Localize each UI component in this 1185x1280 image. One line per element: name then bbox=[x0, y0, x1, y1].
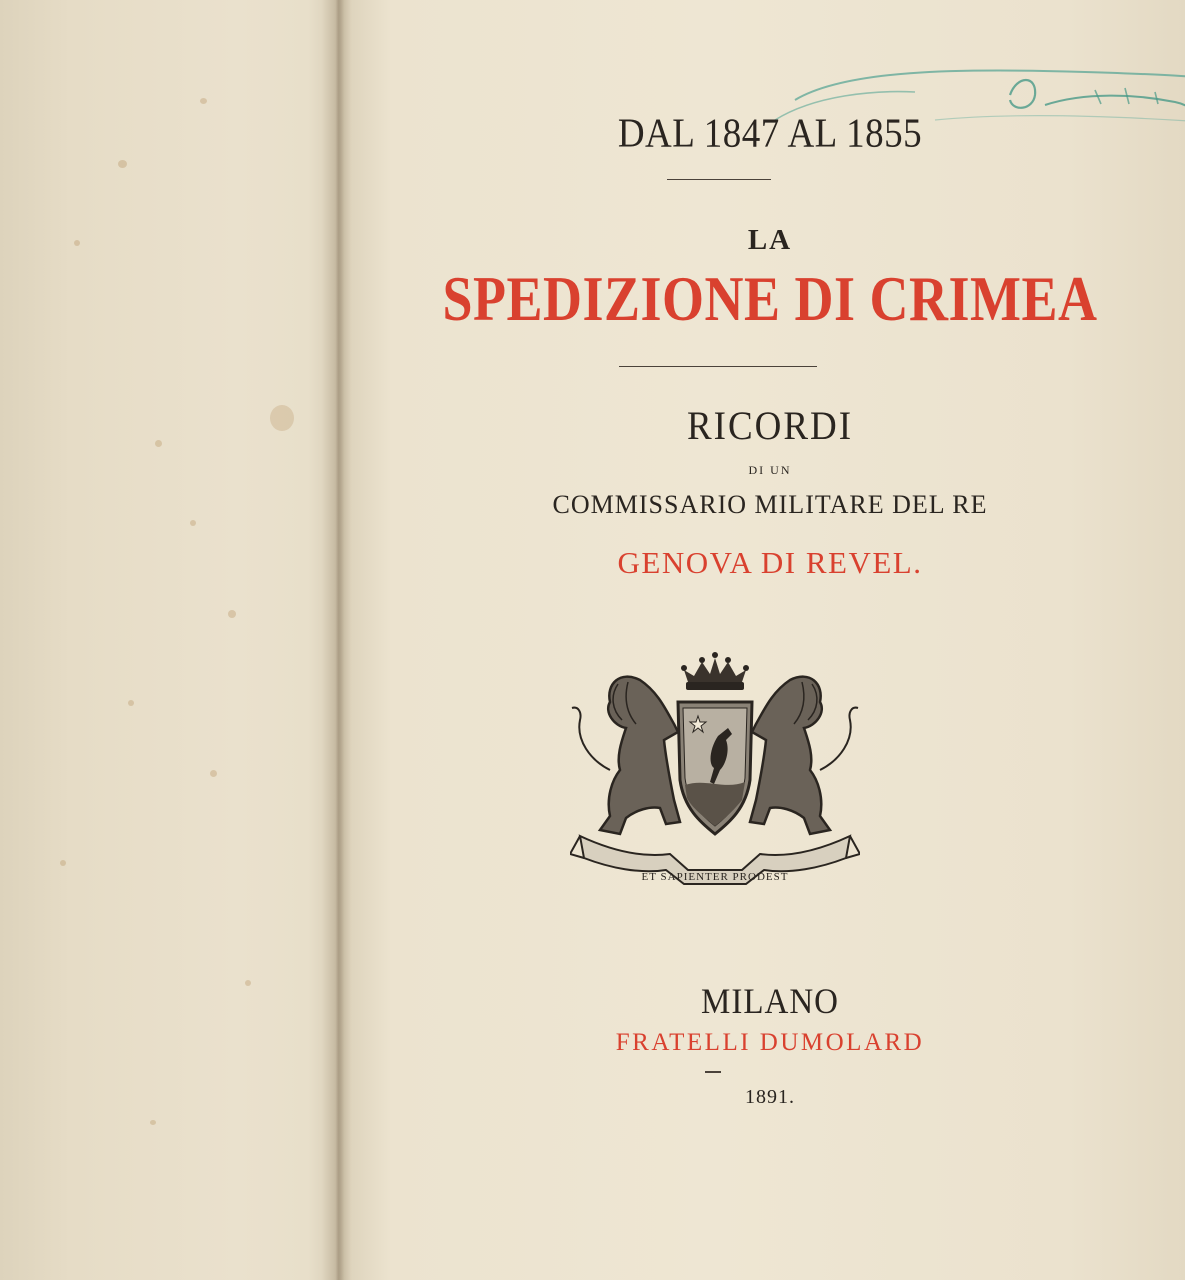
foxing-spot bbox=[118, 160, 127, 168]
crest-motto: ET SAPIENTER PRODEST bbox=[641, 871, 789, 883]
heading: DAL 1847 AL 1855 bbox=[617, 110, 923, 157]
left-blank-page bbox=[0, 0, 338, 1280]
author-name: GENOVA DI REVEL. bbox=[617, 545, 923, 580]
coat-of-arms-icon bbox=[570, 640, 860, 890]
divider bbox=[705, 1071, 721, 1073]
foxing-spot bbox=[190, 520, 196, 526]
foxing-spot bbox=[128, 700, 134, 706]
foxing-spot bbox=[270, 405, 294, 431]
foxing-spot bbox=[150, 1120, 156, 1125]
book-gutter bbox=[322, 0, 352, 1280]
divider bbox=[619, 366, 817, 367]
article: LA bbox=[747, 224, 793, 256]
foxing-spot bbox=[74, 240, 80, 246]
foxing-spot bbox=[60, 860, 66, 866]
foxing-spot bbox=[210, 770, 217, 777]
crown-icon bbox=[681, 652, 749, 690]
foxing-spot bbox=[200, 98, 207, 104]
main-title: SPEDIZIONE DI CRIMEA bbox=[442, 263, 1098, 335]
year: 1891. bbox=[745, 1086, 795, 1108]
subtitle-connector: DI UN bbox=[748, 463, 792, 477]
divider bbox=[667, 179, 771, 180]
foxing-spot bbox=[228, 610, 236, 618]
city: MILANO bbox=[701, 982, 839, 1022]
foxing-spot bbox=[245, 980, 251, 986]
author-role: COMMISSARIO MILITARE DEL RE bbox=[552, 490, 988, 519]
foxing-spot bbox=[155, 440, 162, 447]
publisher: FRATELLI DUMOLARD bbox=[615, 1029, 925, 1056]
subtitle: RICORDI bbox=[686, 403, 854, 450]
title-page bbox=[355, 0, 1185, 1280]
